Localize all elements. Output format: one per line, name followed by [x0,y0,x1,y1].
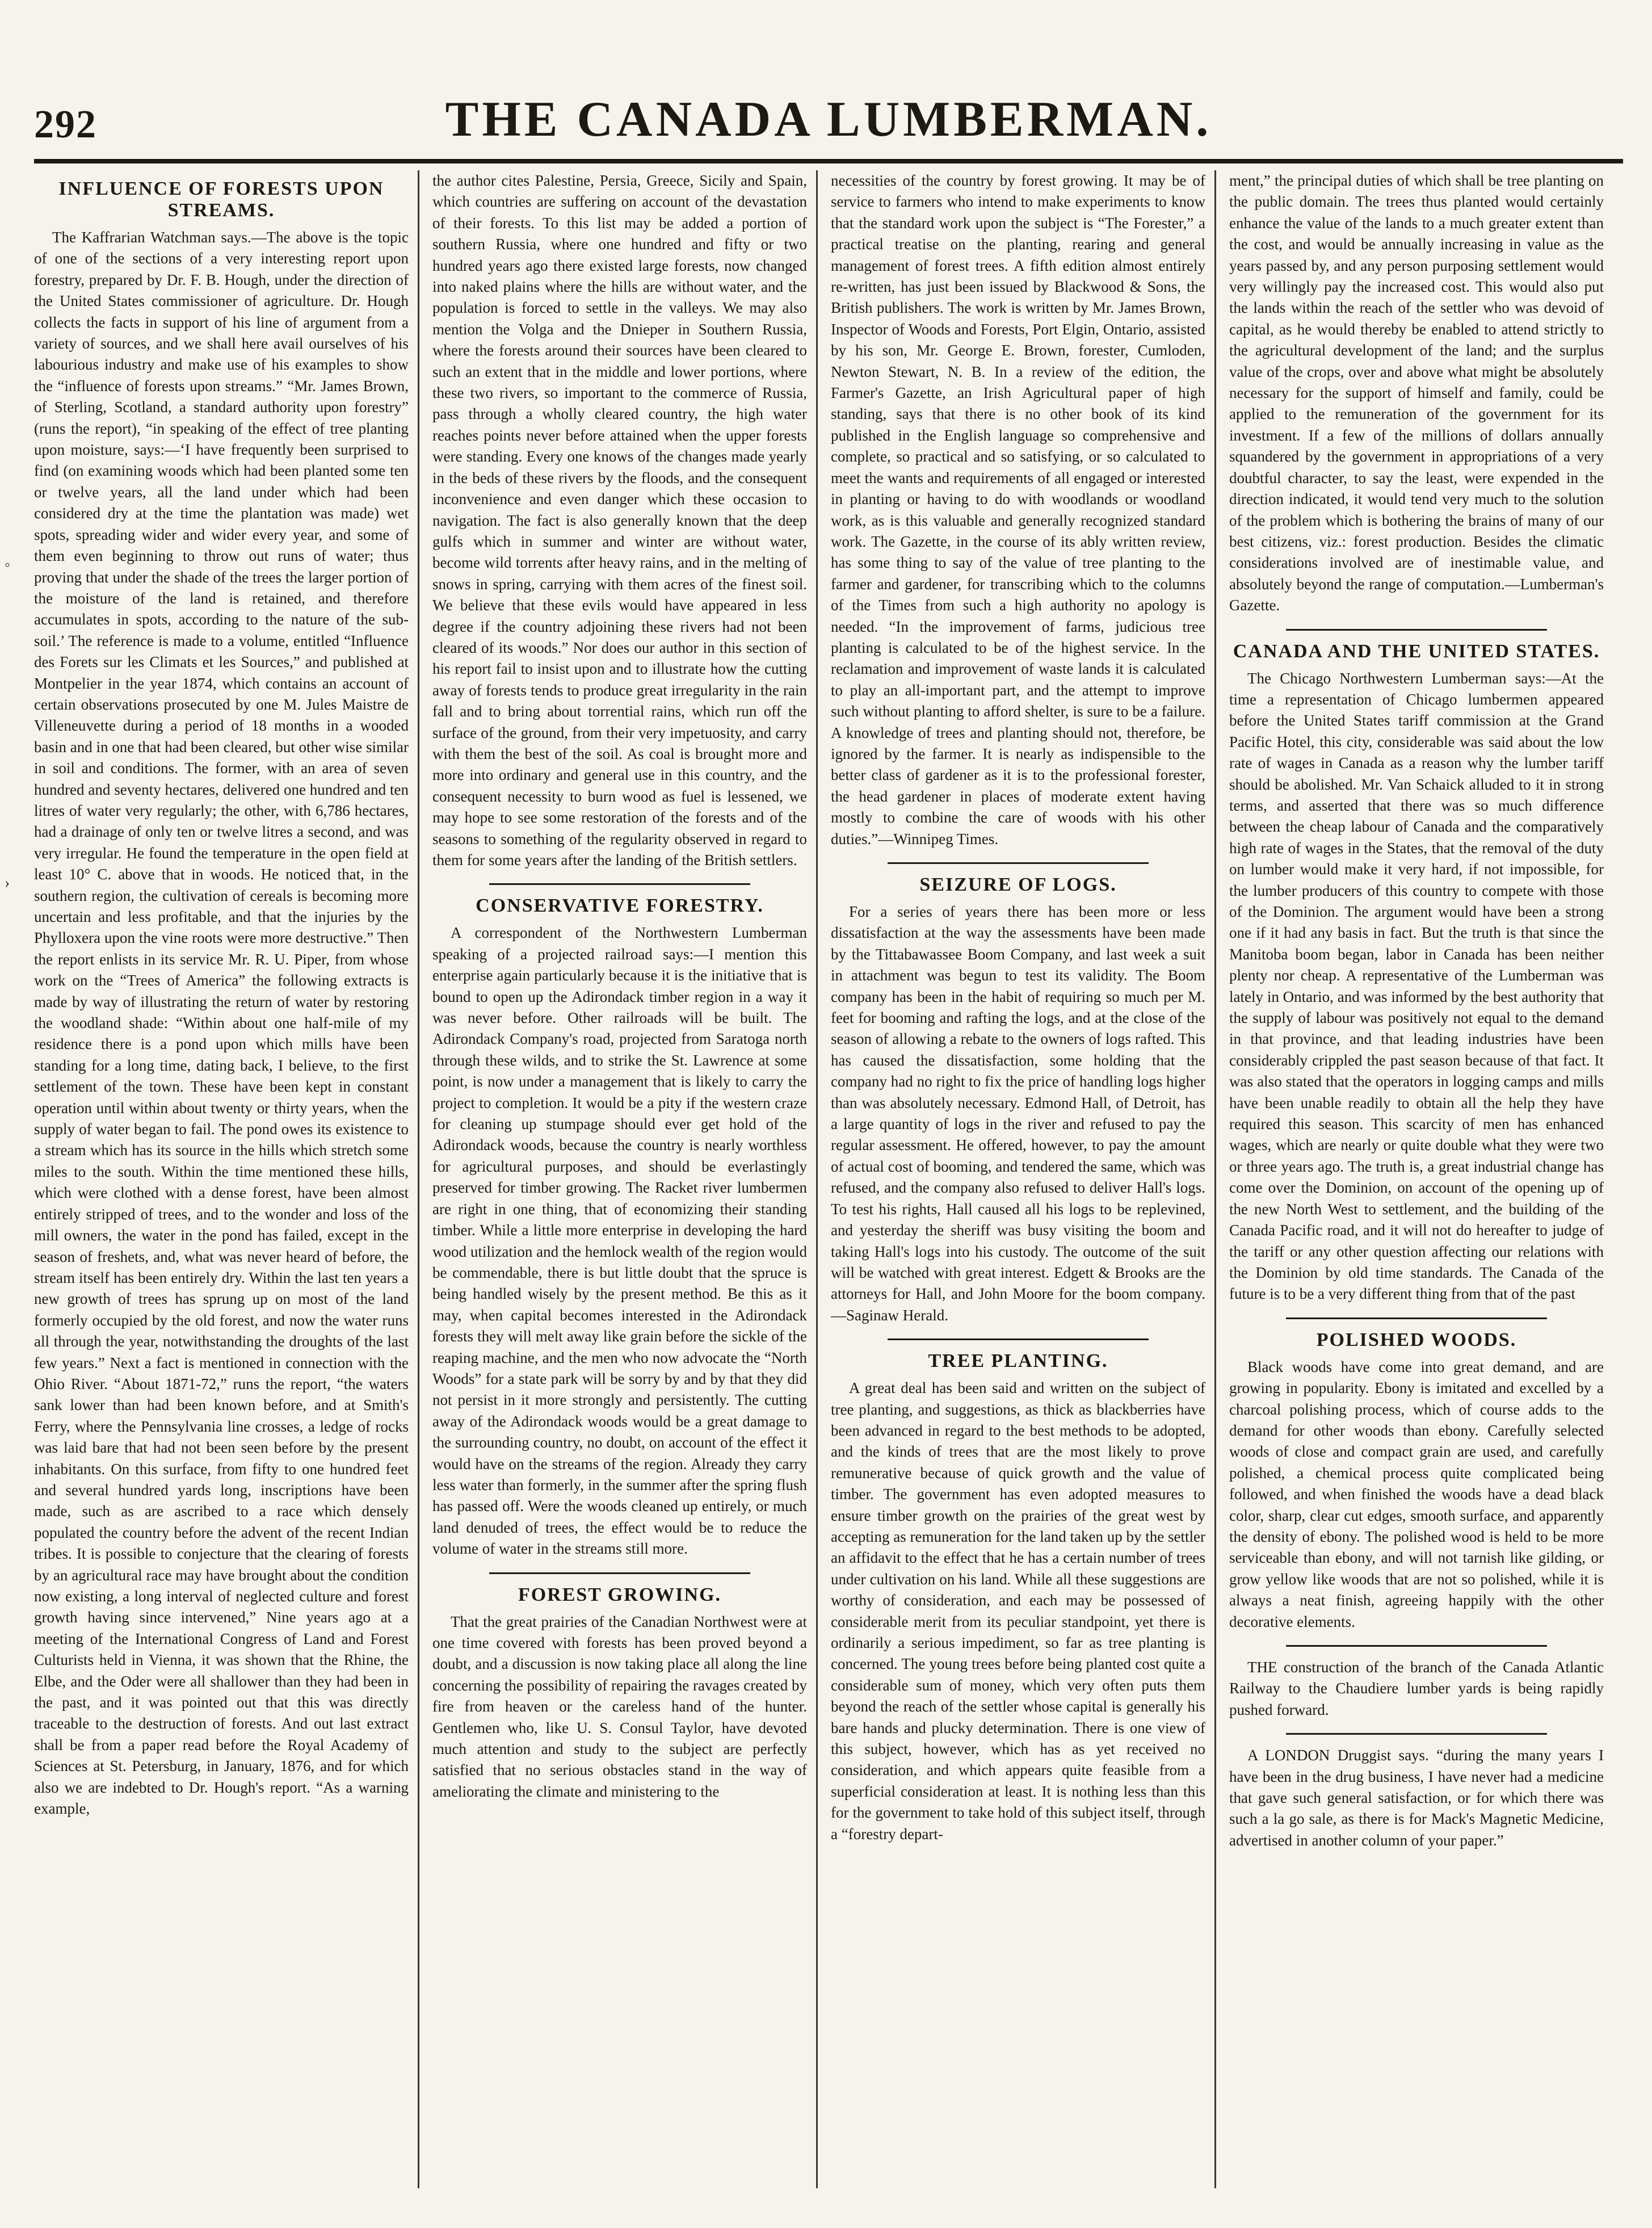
article-headline: FOREST GROWING. [518,1584,722,1605]
column-divider [1214,170,1216,2188]
section-divider [888,862,1149,864]
section-divider [489,1572,750,1574]
column-3 [831,170,1205,2188]
column-1 [34,170,409,2188]
article-headline: CANADA AND THE UNITED STATES. [1233,640,1600,662]
article-headline: CONSERVATIVE FORESTRY. [476,895,764,917]
article-paragraph: ment,” the principal duties of which shall be tree planting on the public domain. The trees thus planted would certainly enhance the value of the lands to a much greater extent than the cost, and would be annually increasing in value as the years passed by, and any person purposing settlement would very willingly pay the increased cost. This would also put the lands within the reach of the settler who was devoid of capital, as he would thereby be enabled to attend strictly to the agricultural development of the land; and the surplus value of the crops, over and above what might be absolutely necessary for the support of himself and family, could be applied to the remuneration of the government for its investment. If a few of the millions of dollars annually squandered by the government in appropriations of a very doubtful character, to say the least, were expended in the direction indicated, it would tend very much to the solution of the problem which is bothering the brains of many of our best citizens, viz.: forest production. Besides the climatic considerations involved are of inestimable value, and absolutely beyond the range of computation.—Lumberman's Gazette. [1229,172,1604,614]
section-divider [489,883,750,885]
article-headline: POLISHED WOODS. [1316,1329,1517,1350]
section-divider [1286,1318,1547,1319]
article-headline: TREE PLANTING. [928,1350,1108,1372]
page-header [34,91,1623,159]
margin-mark: › [5,874,10,892]
article-paragraph: THE construction of the branch of the Canada Atlantic Railway to the Chaudiere lumber yards is being rapidly pushed forward. [1229,1659,1604,1718]
column-2 [432,170,807,2188]
article-paragraph: the author cites Palestine, Persia, Greece, Sicily and Spain, which countries are suffering on account of the devastation of their forests. To this list may be added a portion of southern Russia, where one hundred and fifty or two hundred years ago there existed large forests, now changed into naked plains where the hills are without water, and the population is forced to settle in the valleys. We may also mention the Volga and the Dnieper in Southern Russia, where the forests around their sources have been cleared to such an extent that in the middle and lower portions, where these two rivers, so important to the commerce of Russia, pass through a wholly cleared country, the high water reaches points never before attained when the upper forests were standing. Every one knows of the changes made yearly in the beds of these rivers by the floods, and the consequent inconvenience and even danger which these occasion to navigation. The fact is also generally known that the deep gulfs which in summer and winter are without water, become wild torrents after heavy rains, and in the melting of snows in spring, carrying with them acres of the finest soil. We believe that these evils would have appeared in less degree if the country adjoining these rivers had not been cleared of its woods.” Nor does our author in this section of his report fail to insist upon and to illustrate how the cutting away of forests tends to produce great irregularity in the rain fall and to bring about torrential rains, which run off the surface of the ground, from their very impetuosity, and carry with them the best of the soil. As coal is brought more and more into ordinary and general use in this country, and the consequent necessity to burn wood as fuel is lessened, we may hope to see some restoration of the forests and of the seasons to something of the regularity observed in regard to them for some years after the landing of the British settlers. [432,172,807,868]
header-rule [34,159,1623,163]
section-divider [1286,1733,1547,1735]
article-headline: INFLUENCE OF FORESTS UPON STREAMS. [58,178,384,221]
section-divider [1286,629,1547,631]
column-divider [816,170,818,2188]
article-paragraph: Black woods have come into great demand, and are growing in popularity. Ebony is imitated and excelled by a charcoal polishing process, which of course adds to the demand for other woods than ebony. Carefully selected woods of close and compact grain are used, and carefully polished, a chemical process quite complicated being followed, and when finished the woods have a dead black color, sharp, clear cut edges, smooth surface, and apparently the density of ebony. The polished wood is held to be more serviceable than ebony, and will not tarnish like gilding, or grow yellow like woods that are not so polished, while it is always a neat finish, agreeing happily with the other decorative elements. [1229,1358,1604,1630]
article-paragraph: necessities of the country by forest growing. It may be of service to farmers who intend to make experiments to know that the standard work upon the subject is “The Forester,” a practical treatise on the planting, rearing and general management of forest trees. A fifth edition almost entirely re-written, has just been issued by Blackwood & Sons, the British publishers. The work is written by Mr. James Brown, Inspector of Woods and Forests, Port Elgin, Ontario, assisted by his son, Mr. George E. Brown, forester, Cumloden, Newton Stewart, N. B. In a review of the edition, the Farmer's Gazette, an Irish Agricultural paper of high standing, says that there is no other book of its kind published in the English language so comprehensive and complete, so practical and so satisfying, or so calculated to meet the wants and requirements of all engaged or interested in planting or having to do with woodlands or woodland work, as is this valuable and generally recognized standard work. The Gazette, in the course of its ably written review, has some thing to say of the value of tree planting to the farmer and gardener, for transcribing which to the columns of the Times from such a high authority no apology is needed. “In the improvement of farms, judicious tree planting is calculated to be of the highest service. In the reclamation and improvement of waste lands it is calculated to play an all-important part, and the attempt to improve such without planting to afford shelter, is sure to be a failure. A knowledge of trees and planting should not, therefore, be ignored by the farmer. It is nearly as indispensible to the better class of gardener as it is to the professional forester, the head gardener in places of moderate extent having mostly to combine the care of woods with his other duties.”—Winnipeg Times. [831,172,1205,847]
page-number: 292 [34,103,97,146]
article-paragraph: A great deal has been said and written on the subject of tree planting, and suggestions, as thick as blackberries have been advanced in regard to the best methods to be adopted, and the kinds of trees that are the most likely to prove remunerative because of quick growth and the value of timber. The government has even adopted measures to ensure timber growth on the prairies of the great west by accepting as remuneration for the land taken up by the settler an affidavit to the effect that he has a certain number of trees under cultivation on his land. While all these suggestions are worthy of consideration, and each may be possessed of considerable merit from its peculiar standpoint, yet there is ordinarily a serious impediment, so far as tree planting is concerned. The young trees before being planted cost quite a considerable sum of money, which very often puts them beyond the reach of the settler whose capital is generally his bare hands and plucky determination. There is one view of this subject, however, which has as yet received no consideration, and which appears quite feasible from a superficial consideration at least. It is nothing less than this for the government to take hold of this subject itself, through a “forestry depart- [831,1379,1205,1843]
margin-mark: ◦ [5,556,10,574]
article-paragraph: A LONDON Druggist says. “during the many years I have been in the drug business, I have never had a medicine that gave such general satisfaction, or for which there was such a la go sale, as there is for Mack's Magnetic Medicine, advertised in another column of your paper.” [1229,1747,1604,1849]
masthead-title: THE CANADA LUMBERMAN. [445,92,1212,147]
article-headline: SEIZURE OF LOGS. [919,874,1117,895]
column-4 [1229,170,1604,2188]
section-divider [888,1339,1149,1340]
column-divider [418,170,419,2188]
section-divider [1286,1645,1547,1647]
article-paragraph: The Chicago Northwestern Lumberman says:—At the time a representation of Chicago lumbermen appeared before the United States tariff commission at the Grand Pacific Hotel, this city, considerable was said about the low rate of wages in Canada as a reason why the lumber tariff should be abolished. Mr. Van Schaick alluded to it in strong terms, and asserted that there was so much difference between the cheap labour of Canada and the comparatively high rate of wages in the States, that the removal of the duty on lumber would make it very hard, if not impossible, for the lumber producers of this country to compete with those of the Dominion. The argument would have been a strong one if it had any basis in fact. But the truth is that since the Manitoba boom began, labor in Canada has been neither plenty nor cheap. A representative of the Lumberman was lately in Ontario, and was informed by the best authority that the supply of labour was positively not equal to the demand in that province, and that leading industries have been considerably crippled the past season because of that fact. It was also stated that the operators in logging camps and mills have been unable readily to obtain all the help they have required this season. This scarcity of men has enhanced wages, which are nearly or quite double what they were two or three years ago. The truth is, a great industrial change has come over the Dominion, on account of the opening up of the new North West to settlement, and the building of the Canada Pacific road, and it will not do hereafter to judge of the tariff or any other question affecting our relations with the Dominion by old time standards. The Canada of the future is to be a very different thing from that of the past [1229,669,1604,1303]
article-paragraph: For a series of years there has been more or less dissatisfaction at the way the assessments have been made by the Tittabawassee Boom Company, and last week a suit in attachment was begun to test its validity. The Boom company has been in the habit of requiring so much per M. feet for booming and rafting the logs, and at the close of the season of allowing a rebate to the owners of logs rafted. This has caused the dissatisfaction, some holding that the company had no right to fix the price of handling logs higher than was absolutely necessary. Edmond Hall, of Detroit, has a large quantity of logs in the river and refused to pay the regular assessment. He offered, however, to pay the amount of actual cost of booming, and tendered the same, which was refused, and the company also refused to deliver Hall's logs. To test his rights, Hall caused all his logs to be replevined, and yesterday the sheriff was busy visiting the boom and taking Hall's logs into his custody. The outcome of the suit will be watched with great interest. Edgett & Brooks are the attorneys for Hall, and John Moore for the boom company.—Saginaw Herald. [831,903,1205,1324]
article-paragraph: That the great prairies of the Canadian Northwest were at one time covered with forests has been proved beyond a doubt, and a discussion is now taking place all along the line concerning the possibility of repairing the ravages created by fire from heaven or the careless hand of the hunter. Gentlemen who, like U. S. Consul Taylor, have devoted much attention and study to the subject are perfectly satisfied that no serious obstacles stand in the way of ameliorating the climate and ministering to the [432,1613,807,1800]
article-paragraph: A correspondent of the Northwestern Lumberman speaking of a projected railroad says:—I mention this enterprise again particularly because it is the initiative that is bound to open up the Adirondack timber region in a way it was never before. Other railroads will be built. The Adirondack Company's road, projected from Saratoga north through these wilds, and to strike the St. Lawrence at some point, is now under a management that is likely to carry the project to completion. It would be a pity if the western craze for cleaning up stumpage should ever get hold of the Adirondack woods, because the country is nearly worthless for agricultural purposes, and should be everlastingly preserved for timber growing. The Racket river lumbermen are right in one thing, that of economizing their standing timber. While a little more enterprise in developing the hard wood utilization and the hemlock wealth of the region would be commendable, there is but little doubt that the spruce is being handled wisely by the present method. Be this as it may, when capital becomes interested in the Adirondack forests they will melt away like grain before the sickle of the reaping machine, and the men who now advocate the “North Woods” for a state park will be sorry by and by that they did not persist in it more strongly and persistently. The cutting away of the Adirondack woods would be a great damage to the surrounding country, no doubt, on account of the effect it would have on the streams of the region. Already they carry less water than formerly, in the summer after the spring flush has passed off. Were the woods cleaned up entirely, or much land denuded of trees, the effect would be to reduce the volume of water in the streams still more. [432,924,807,1558]
article-paragraph: The Kaffrarian Watchman says.—The above is the topic of one of the sections of a very interesting report upon forestry, prepared by Dr. F. B. Hough, under the direction of the United States commissioner of agriculture. Dr. Hough collects the facts in support of his line of argument from a variety of sources, and we shall here avail ourselves of his labourious industry and make use of his examples to show the “influence of forests upon streams.” “Mr. James Brown, of Sterling, Scotland, a standard authority upon forestry” (runs the report), “in speaking of the effect of tree planting upon moisture, says:—‘I have frequently been surprised to find (on examining woods which had been planted some ten or twelve years, all the land under which had been considered dry at the time the plantation was made) wet spots, spreading wider and wider every year, and some of them even beginning to throw out runs of water; thus proving that under the shade of the trees the larger portion of the moisture of the land is retained, and therefore accumulates in spots, according to the nature of the sub-soil.’ The reference is made to a volume, entitled “Influence des Forets sur les Climats et les Sources,” and published at Montpelier in the year 1874, which contains an account of certain observations prosecuted by one M. Jules Maistre de Villeneuvette during a period of 18 months in a wooded basin and in one that had been cleared, but other wise similar in soil and conditions. The former, with an area of seven hundred and seventy hectares, delivered one hundred and ten litres of water very regularly; the other, with 6,786 hectares, had a drainage of only ten or twelve litres a second, and was very irregular. He found the temperature in the open field at least 10° C. above that in woods. He noticed that, in the southern region, the cultivation of cereals is becoming more uncertain and less profitable, and that the injuries by the Phylloxera upon the vine roots were more destructive.” Then the report enlists in its service Mr. R. U. Piper, from whose work on the “Trees of America” the following extracts is made by way of illustrating the return of water by restoring the woodland shade: “Within about one half-mile of my residence there is a pond upon which mills have been standing for a long time, dating back, I believe, to the first settlement of the town. These have been kept in constant operation until within about twenty or thirty years, when the supply of water began to fail. The pond owes its existence to a stream which has its source in the hills which stretch some miles to the south. Within the time mentioned these hills, which were clothed with a dense forest, have been almost entirely stripped of trees, and to the wonder and loss of the mill owners, the water in the pond has failed, except in the season of freshets, and, what was never heard of before, the stream itself has been entirely dry. Within the last ten years a new growth of trees has sprung up on most of the land formerly occupied by the old forest, and now the water runs all through the year, notwithstanding the droughts of the last few years.” Next a fact is mentioned in connection with the Ohio River. “About 1871-72,” runs the report, “the waters sank lower than had been known before, and at Smith's Ferry, where the Pennsylvania line crosses, a ledge of rocks was laid bare that had not been seen before by the present inhabitants. On this surface, from fifty to one hundred feet and several hundred yards long, inscriptions have been made, such as are ascribed to a race which densely populated the country before the advent of the recent Indian tribes. It is possible to conjecture that the clearing of forests by an agricultural race may have brought about the condition now existing, a long interval of neglected culture and forest growth having since intervened,” Nine years ago at a meeting of the International Congress of Land and Forest Culturists held in Vienna, it was shown that the Rhine, the Elbe, and the Oder were all shallower than they had been in the past, and it was pointed out that this was directly traceable to the destruction of forests. And out last extract shall be from a paper read before the Royal Academy of Sciences at St. Petersburg, in January, 1876, and for which also we are indebted to Dr. Hough's report. “As a warning example, [34,229,409,1818]
